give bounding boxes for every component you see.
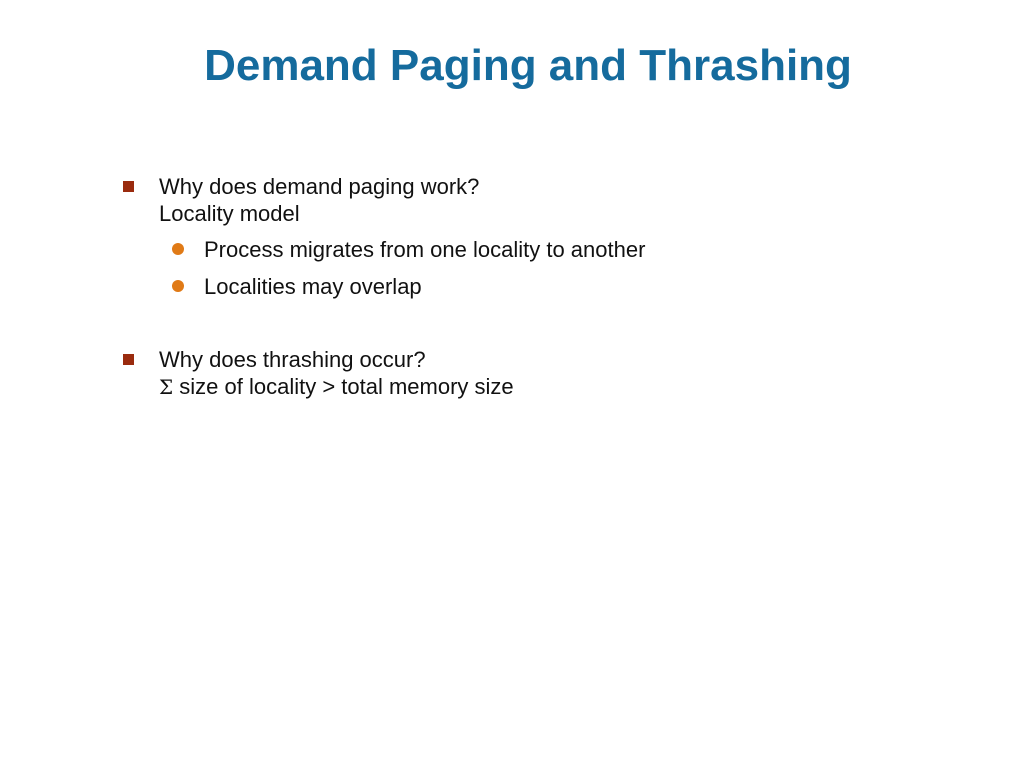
bullet-2-line-2 bbox=[159, 373, 514, 401]
sigma-symbol: Σ bbox=[159, 375, 174, 399]
bullet-1-line-1: Why does demand paging work? bbox=[159, 174, 480, 199]
bullet-1-line-2: Locality model bbox=[159, 201, 300, 226]
bullet-2-line-2-text: size of locality > total memory size bbox=[179, 374, 514, 399]
round-bullet-icon bbox=[172, 243, 184, 255]
bullet-2-line-1: Why does thrashing occur? bbox=[159, 347, 426, 372]
square-bullet-icon bbox=[123, 181, 134, 192]
square-bullet-icon bbox=[123, 354, 134, 365]
slide-title: Demand Paging and Thrashing bbox=[204, 41, 852, 90]
subbullet-1-1: Process migrates from one locality to another bbox=[204, 237, 646, 262]
subbullet-1-2: Localities may overlap bbox=[204, 274, 422, 299]
round-bullet-icon bbox=[172, 280, 184, 292]
